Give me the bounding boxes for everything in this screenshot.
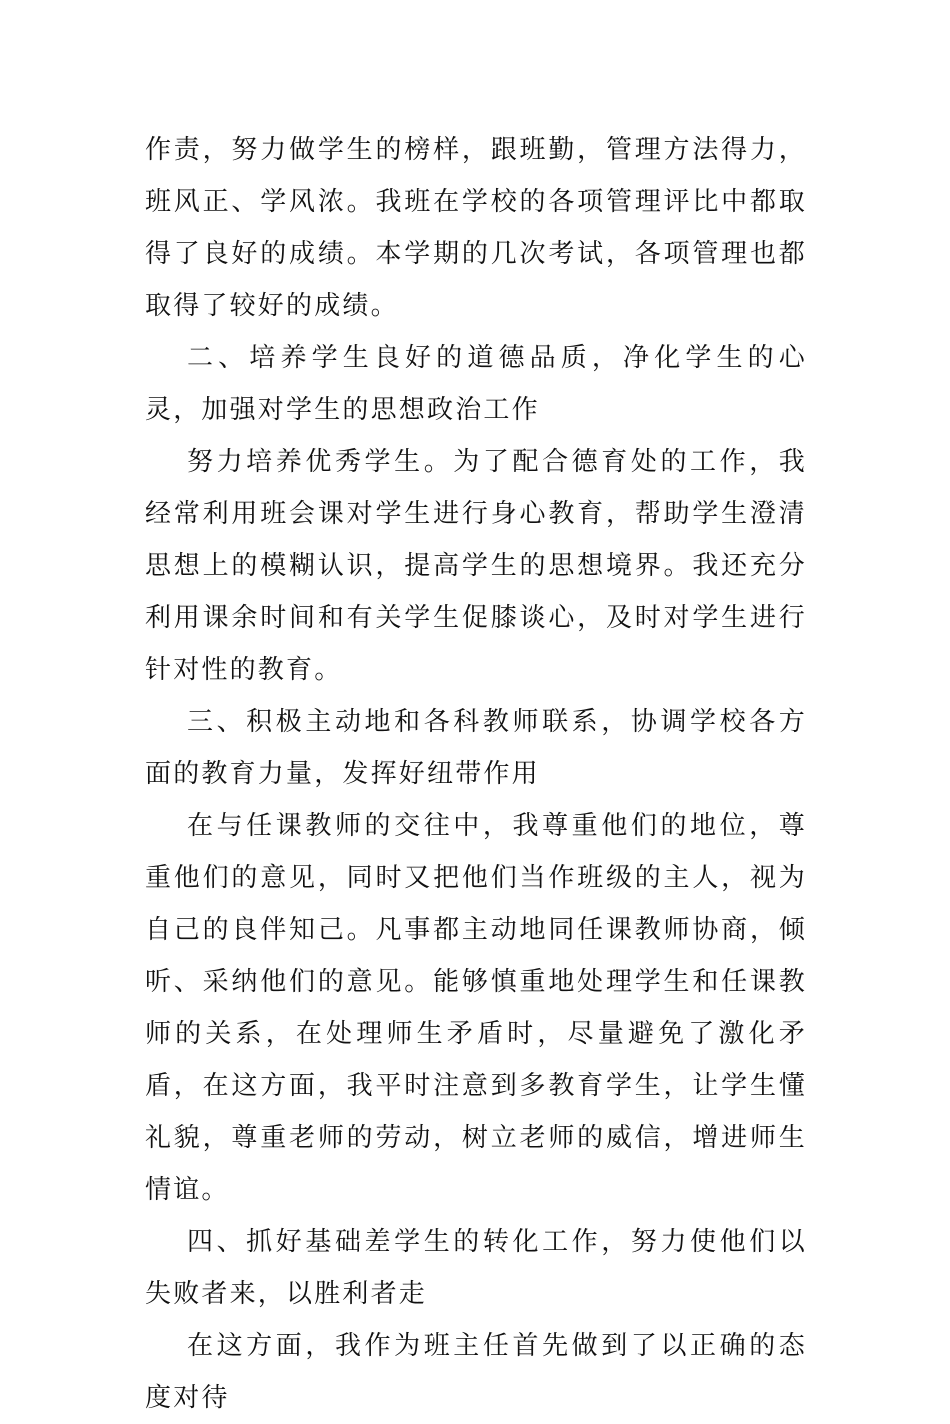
- paragraph-section-3: 在与任课教师的交往中，我尊重他们的地位，尊重他们的意见，同时又把他们当作班级的主人，视为自己的良伴知己。凡事都主动地同任课教师协商，倾听、采纳他们的意见。能够慎重地处理学生和任课教师的关系，在处理师生矛盾时，尽量避免了激化矛盾，在这方面，我平时注意到多教育学生，让学生懂礼貌，尊重老师的劳动，树立老师的威信，增进师生情谊。: [145, 811, 807, 1205]
- section-heading-4: 四、抓好基础差学生的转化工作，努力使他们以失败者来，以胜利者走: [145, 1227, 807, 1309]
- section-heading-3: 三、积极主动地和各科教师联系，协调学校各方面的教育力量，发挥好纽带作用: [145, 707, 807, 789]
- document-body: [145, 124, 807, 1424]
- paragraph-section-2: 努力培养优秀学生。为了配合德育处的工作，我经常利用班会课对学生进行身心教育，帮助学生澄清思想上的模糊认识，提高学生的思想境界。我还充分利用课余时间和有关学生促膝谈心，及时对学生进行针对性的教育。: [145, 447, 807, 685]
- paragraph-section-4: 在这方面，我作为班主任首先做到了以正确的态度对待: [145, 1331, 807, 1413]
- section-heading-2: 二、培养学生良好的道德品质，净化学生的心灵，加强对学生的思想政治工作: [145, 343, 807, 425]
- paragraph-continuation: 作责，努力做学生的榜样，跟班勤，管理方法得力，班风正、学风浓。我班在学校的各项管理评比中都取得了良好的成绩。本学期的几次考试，各项管理也都取得了较好的成绩。: [145, 135, 807, 321]
